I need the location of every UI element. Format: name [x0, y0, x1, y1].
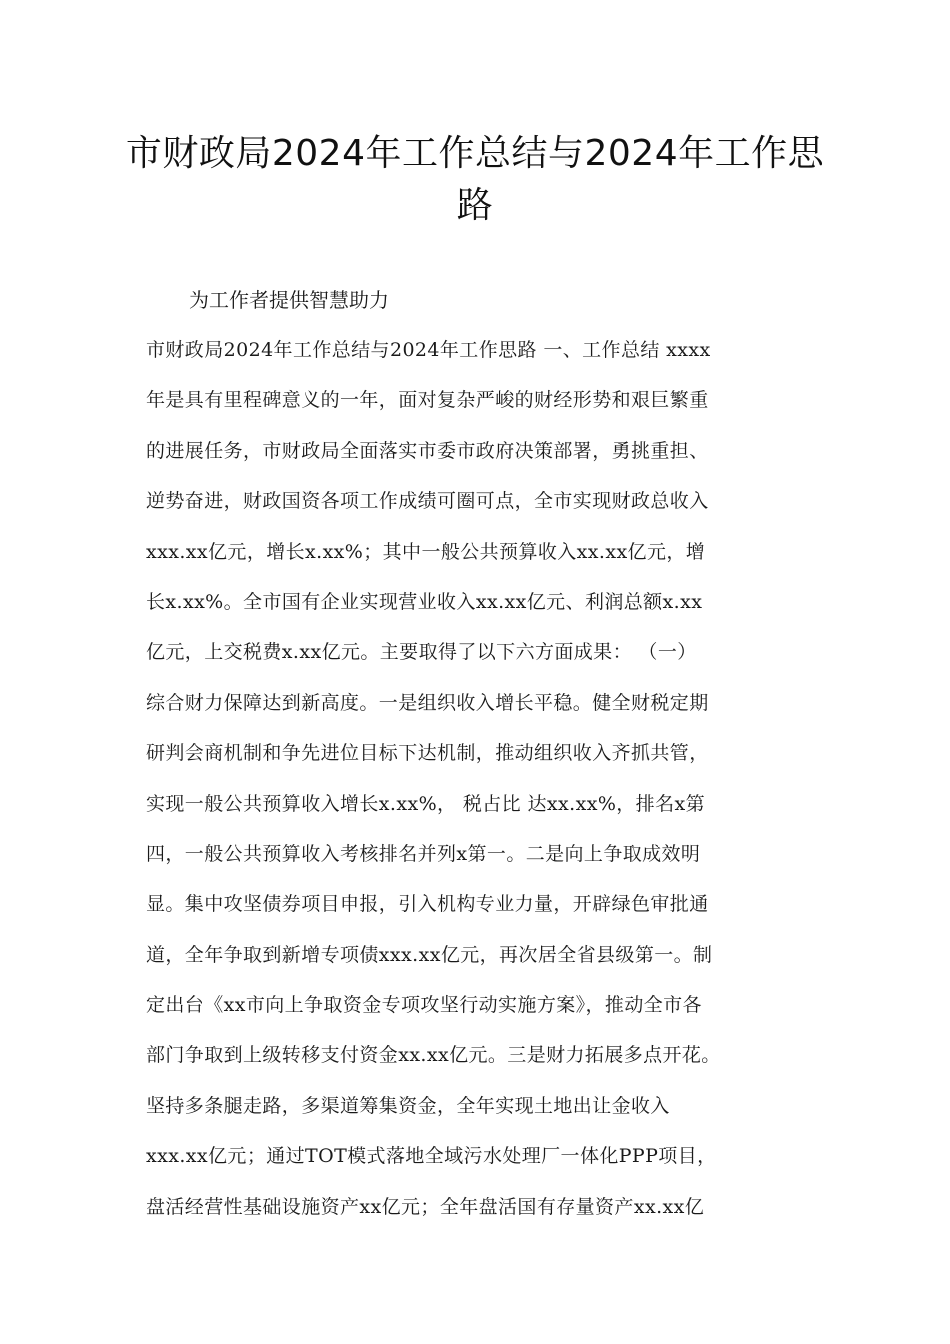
body-line: 研判会商机制和争先进位目标下达机制，推动组织收入齐抓共管，: [146, 742, 709, 765]
body-line: 亿元，上交税费x.xx亿元。主要取得了以下六方面成果： （一）: [146, 641, 697, 664]
body-line: xxx.xx亿元；通过TOT模式落地全域污水处理厂一体化PPP项目，: [146, 1145, 717, 1168]
body-line: 年是具有里程碑意义的一年，面对复杂严峻的财经形势和艰巨繁重: [146, 389, 709, 412]
body-line: 道，全年争取到新增专项债xxx.xx亿元，再次居全省县级第一。制: [146, 943, 713, 966]
body-line: 实现一般公共预算收入增长x.xx%， 税占比 达xx.xx%，排名x第: [146, 792, 705, 815]
body-line: 部门争取到上级转移支付资金xx.xx亿元。三是财力拓展多点开花。: [146, 1044, 721, 1067]
body-line: 显。集中攻坚债券项目申报，引入机构专业力量，开辟绿色审批通: [146, 893, 709, 916]
body-line: 盘活经营性基础设施资产xx亿元；全年盘活国有存量资产xx.xx亿: [146, 1195, 705, 1218]
document-title: 市财政局2024年工作总结与2024年工作思路: [125, 133, 825, 226]
body-line: 市财政局2024年工作总结与2024年工作思路 一、工作总结 xxxx: [146, 339, 711, 361]
body-line: 四，一般公共预算收入考核排名并列x第一。二是向上争取成效明: [146, 842, 701, 865]
body-line: 逆势奋进，财政国资各项工作成绩可圈可点，全市实现财政总收入: [146, 490, 709, 513]
document-body: [146, 332, 846, 1239]
body-line: 坚持多条腿走路，多渠道筹集资金，全年实现土地出让金收入: [146, 1094, 670, 1117]
body-line: 的进展任务，市财政局全面落实市委市政府决策部署，勇挑重担、: [146, 439, 709, 462]
body-line: 长x.xx%。全市国有企业实现营业收入xx.xx亿元、利润总额x.xx: [146, 590, 703, 613]
body-line: 定出台《xx市向上争取资金专项攻坚行动实施方案》，推动全市各: [146, 994, 702, 1017]
body-line: 综合财力保障达到新高度。一是组织收入增长平稳。健全财税定期: [146, 691, 709, 714]
document-subtitle: 为工作者提供智慧助力: [189, 288, 389, 312]
body-line: xxx.xx亿元，增长x.xx%；其中一般公共预算收入xx.xx亿元，增: [146, 540, 706, 563]
